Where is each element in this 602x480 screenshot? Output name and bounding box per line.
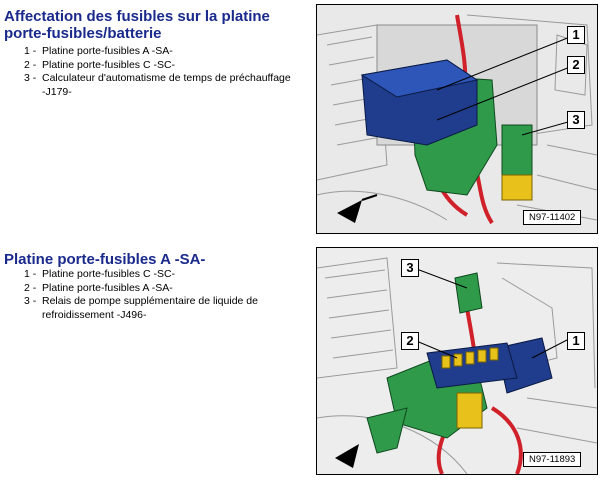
engine-bay-illustration-2 [317,248,597,474]
callout-2: 2 [401,332,419,350]
section-2-legend [24,268,304,322]
legend-item: 1 - Platine porte-fusibles C -SC- [24,268,176,280]
figure-fuse-box-battery [316,4,598,234]
figure-code: N97-11402 [523,210,581,225]
legend-item: 3 - Relais de pompe supplémentaire de liquide de refroidissement -J496- [24,295,258,321]
engine-bay-illustration-1 [317,5,597,233]
figure-code: N97-11893 [523,452,581,467]
legend-item: 2 - Platine porte-fusibles A -SA- [24,281,173,294]
section-2-title: Platine porte-fusibles A -SA- [4,251,206,268]
figure-fuse-box-a [316,247,598,475]
callout-2: 2 [567,56,585,74]
callout-3: 3 [401,259,419,277]
callout-3: 3 [567,111,585,129]
section-1-legend [24,45,304,99]
callout-1: 1 [567,332,585,350]
legend-item: 2 - Platine porte-fusibles C -SC- [24,58,176,71]
legend-item: 3 - Calculateur d'automatisme de temps de préchauffage -J179- [24,72,291,98]
legend-item: 1 - Platine porte-fusibles A -SA- [24,45,173,57]
section-1-title: Affectation des fusibles sur la platine porte-fusibles/batterie [4,8,270,42]
callout-1: 1 [567,26,585,44]
